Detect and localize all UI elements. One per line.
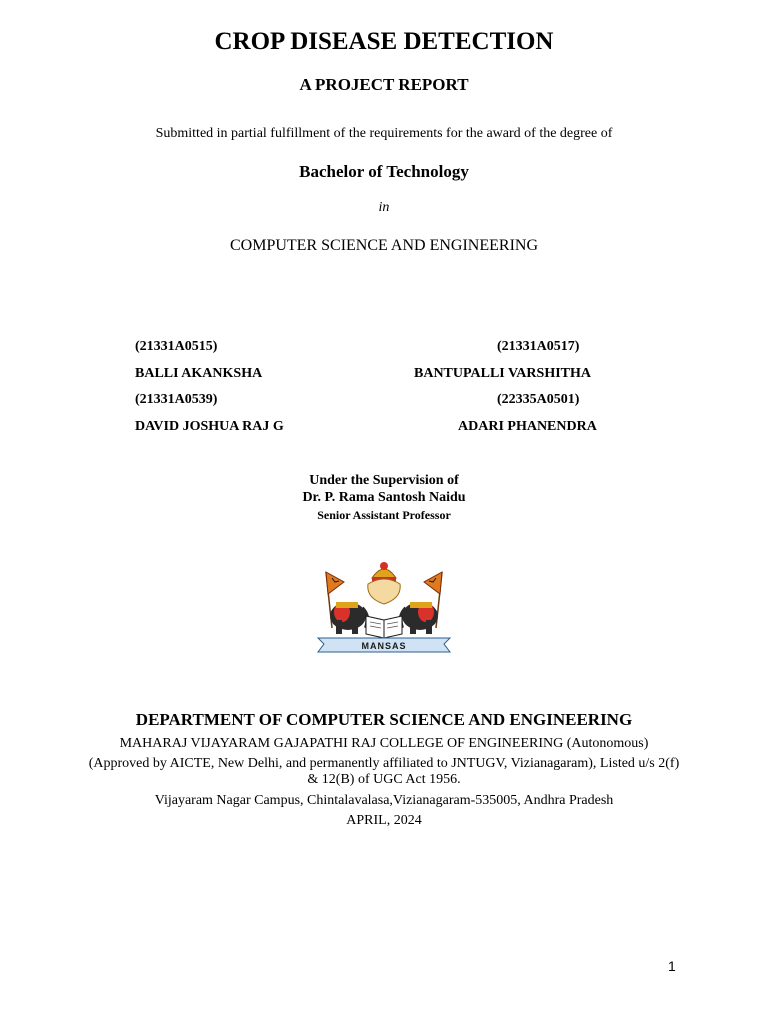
report-date: APRIL, 2024	[346, 813, 422, 828]
page-number: 1	[668, 958, 676, 974]
student-name: BALLI AKANKSHA	[135, 366, 263, 381]
submission-statement: Submitted in partial fulfillment of the requirements for the award of the degree of	[155, 126, 613, 141]
logo-text: MANSAS	[361, 641, 407, 651]
student-roll: (21331A0517)	[497, 339, 580, 354]
campus-address: Vijayaram Nagar Campus, Chintalavalasa,Vizianagaram-535005, Andhra Pradesh	[154, 793, 614, 808]
student-name: ADARI PHANENDRA	[458, 419, 597, 434]
student-name: BANTUPALLI VARSHITHA	[414, 366, 591, 381]
college-name: MAHARAJ VIJAYARAM GAJAPATHI RAJ COLLEGE OF ENGINEERING (Autonomous)	[119, 736, 649, 751]
report-title: CROP DISEASE DETECTION	[214, 28, 554, 55]
supervisor-name: Dr. P. Rama Santosh Naidu	[302, 490, 466, 505]
degree-name: Bachelor of Technology	[299, 162, 469, 181]
supervision-heading: Under the Supervision of	[309, 473, 459, 488]
approval-line-2: & 12(B) of UGC Act 1956.	[307, 772, 461, 787]
branch-name: COMPUTER SCIENCE AND ENGINEERING	[230, 237, 538, 254]
in-word: in	[378, 200, 390, 215]
department-name: DEPARTMENT OF COMPUTER SCIENCE AND ENGINEERING	[135, 710, 633, 729]
student-roll: (21331A0515)	[135, 339, 218, 354]
student-name: DAVID JOSHUA RAJ G	[135, 419, 284, 434]
report-subtitle: A PROJECT REPORT	[299, 75, 469, 94]
approval-line-1: (Approved by AICTE, New Delhi, and permanently affiliated to JNTUGV, Vizianagaram), Listed u/s 2(f)	[88, 756, 680, 771]
mansas-emblem-icon	[312, 558, 456, 658]
student-roll: (21331A0539)	[135, 392, 218, 407]
supervisor-designation: Senior Assistant Professor	[317, 508, 451, 522]
student-roll: (22335A0501)	[497, 392, 580, 407]
